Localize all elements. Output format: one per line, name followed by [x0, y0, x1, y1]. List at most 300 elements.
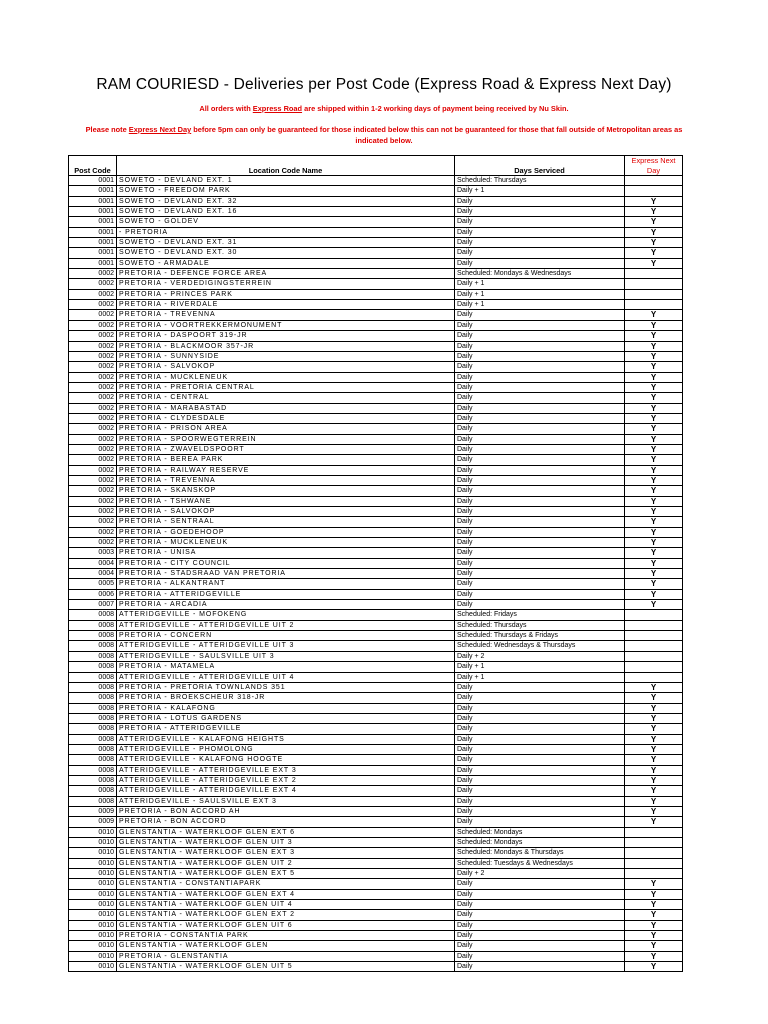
post-code-cell: 0008 [69, 672, 117, 682]
days-serviced-cell: Daily [455, 682, 625, 692]
express-next-day-cell: Y [625, 382, 683, 392]
table-row [69, 620, 683, 630]
post-code-cell: 0008 [69, 775, 117, 785]
express-next-day-cell: Y [625, 527, 683, 537]
post-code-cell: 0008 [69, 713, 117, 723]
express-next-day-cell [625, 858, 683, 868]
days-serviced-cell: Daily [455, 517, 625, 527]
express-next-day-cell: Y [625, 507, 683, 517]
location-cell: PRETORIA - SPOORWEGTERREIN [117, 434, 455, 444]
express-next-day-cell: Y [625, 548, 683, 558]
days-serviced-cell: Daily [455, 920, 625, 930]
express-next-day-cell: Y [625, 217, 683, 227]
days-serviced-cell: Daily [455, 465, 625, 475]
location-cell: SOWETO - FREEDOM PARK [117, 186, 455, 196]
express-next-day-cell: Y [625, 248, 683, 258]
post-code-cell: 0002 [69, 393, 117, 403]
header-location-code-name: Location Code Name [117, 156, 455, 176]
express-next-day-cell [625, 641, 683, 651]
post-code-cell: 0008 [69, 796, 117, 806]
days-serviced-cell: Daily + 2 [455, 869, 625, 879]
post-code-cell: 0008 [69, 641, 117, 651]
post-code-cell: 0008 [69, 724, 117, 734]
post-code-cell: 0010 [69, 941, 117, 951]
post-code-cell: 0002 [69, 372, 117, 382]
table-row [69, 672, 683, 682]
days-serviced-cell: Daily [455, 900, 625, 910]
express-next-day-cell: Y [625, 941, 683, 951]
location-cell: GLENSTANTIA - WATERKLOOF GLEN EXT 5 [117, 869, 455, 879]
days-serviced-cell: Daily [455, 496, 625, 506]
table-row [69, 227, 683, 237]
days-serviced-cell: Daily [455, 765, 625, 775]
table-row [69, 382, 683, 392]
post-code-cell: 0001 [69, 207, 117, 217]
days-serviced-cell: Daily [455, 558, 625, 568]
table-row [69, 724, 683, 734]
table-header-row [69, 156, 683, 176]
post-code-cell: 0008 [69, 620, 117, 630]
table-row [69, 186, 683, 196]
express-next-day-cell: Y [625, 920, 683, 930]
location-cell: PRETORIA - GLENSTANTIA [117, 951, 455, 961]
post-code-cell: 0010 [69, 900, 117, 910]
table-row [69, 413, 683, 423]
post-code-table [68, 155, 683, 972]
table-row [69, 951, 683, 961]
days-serviced-cell: Daily [455, 569, 625, 579]
table-row [69, 869, 683, 879]
express-next-day-cell [625, 869, 683, 879]
table-row [69, 703, 683, 713]
days-serviced-cell: Daily [455, 351, 625, 361]
header-post-code: Post Code [69, 156, 117, 176]
post-code-cell: 0009 [69, 817, 117, 827]
express-next-day-cell: Y [625, 444, 683, 454]
days-serviced-cell: Daily + 1 [455, 279, 625, 289]
location-cell: PRETORIA - UNISA [117, 548, 455, 558]
post-code-cell: 0002 [69, 538, 117, 548]
express-next-day-cell: Y [625, 320, 683, 330]
table-row [69, 662, 683, 672]
table-row [69, 196, 683, 206]
days-serviced-cell: Daily + 1 [455, 672, 625, 682]
days-serviced-cell: Daily [455, 796, 625, 806]
table-row [69, 920, 683, 930]
location-cell: ATTERIDGEVILLE - SAULSVILLE UIT 3 [117, 651, 455, 661]
table-row [69, 258, 683, 268]
note-text: Please note [85, 125, 129, 134]
table-row [69, 682, 683, 692]
express-next-day-cell [625, 279, 683, 289]
days-serviced-cell: Daily + 1 [455, 300, 625, 310]
express-next-day-cell: Y [625, 900, 683, 910]
days-serviced-cell: Daily [455, 227, 625, 237]
express-next-day-cell: Y [625, 351, 683, 361]
post-code-cell: 0001 [69, 176, 117, 186]
post-code-cell: 0010 [69, 827, 117, 837]
location-cell: ATTERIDGEVILLE - MOFOKENG [117, 610, 455, 620]
post-code-cell: 0002 [69, 351, 117, 361]
post-code-cell: 0001 [69, 248, 117, 258]
location-cell: PRETORIA - ALKANTRANT [117, 579, 455, 589]
table-row [69, 310, 683, 320]
table-row [69, 962, 683, 972]
express-next-day-cell: Y [625, 196, 683, 206]
express-next-day-cell: Y [625, 569, 683, 579]
express-next-day-cell: Y [625, 486, 683, 496]
location-cell: PRETORIA - VOORTREKKERMONUMENT [117, 320, 455, 330]
express-next-day-cell [625, 631, 683, 641]
post-code-cell: 0008 [69, 755, 117, 765]
post-code-cell: 0008 [69, 610, 117, 620]
post-code-cell: 0002 [69, 424, 117, 434]
days-serviced-cell: Daily [455, 362, 625, 372]
table-row [69, 507, 683, 517]
note-text: All orders with [199, 104, 253, 113]
days-serviced-cell: Scheduled: Mondays & Wednesdays [455, 269, 625, 279]
location-cell: ATTERIDGEVILLE - KALAFONG HOOGTE [117, 755, 455, 765]
express-next-day-cell [625, 610, 683, 620]
days-serviced-cell: Daily + 1 [455, 289, 625, 299]
days-serviced-cell: Daily [455, 889, 625, 899]
express-next-day-cell: Y [625, 806, 683, 816]
table-row [69, 610, 683, 620]
post-code-cell: 0008 [69, 662, 117, 672]
days-serviced-cell: Daily [455, 341, 625, 351]
table-row [69, 486, 683, 496]
header-days-serviced: Days Serviced [455, 156, 625, 176]
table-row [69, 931, 683, 941]
location-cell: SOWETO - DEVLAND EXT. 32 [117, 196, 455, 206]
location-cell: GLENSTANTIA - WATERKLOOF GLEN EXT 6 [117, 827, 455, 837]
express-next-day-cell [625, 289, 683, 299]
post-code-cell: 0008 [69, 786, 117, 796]
location-cell: PRETORIA - DEFENCE FORCE AREA [117, 269, 455, 279]
location-cell: GLENSTANTIA - WATERKLOOF GLEN EXT 4 [117, 889, 455, 899]
table-row [69, 444, 683, 454]
express-road-note [0, 104, 768, 115]
table-row [69, 827, 683, 837]
location-cell: PRETORIA - CENTRAL [117, 393, 455, 403]
days-serviced-cell: Daily [455, 724, 625, 734]
location-cell: PRETORIA - MATAMELA [117, 662, 455, 672]
express-next-day-cell: Y [625, 910, 683, 920]
table-row [69, 755, 683, 765]
table-row [69, 858, 683, 868]
post-code-cell: 0002 [69, 507, 117, 517]
location-cell: GLENSTANTIA - WATERKLOOF GLEN UIT 5 [117, 962, 455, 972]
table-row [69, 848, 683, 858]
post-code-cell: 0007 [69, 600, 117, 610]
table-row [69, 579, 683, 589]
express-next-day-cell [625, 662, 683, 672]
express-next-day-cell: Y [625, 713, 683, 723]
location-cell: GLENSTANTIA - WATERKLOOF GLEN EXT 2 [117, 910, 455, 920]
days-serviced-cell: Daily [455, 589, 625, 599]
location-cell: GLENSTANTIA - WATERKLOOF GLEN UIT 4 [117, 900, 455, 910]
express-next-day-cell: Y [625, 455, 683, 465]
days-serviced-cell: Daily [455, 196, 625, 206]
table-row [69, 465, 683, 475]
express-next-day-cell [625, 300, 683, 310]
post-code-cell: 0002 [69, 465, 117, 475]
post-code-cell: 0002 [69, 413, 117, 423]
days-serviced-cell: Daily [455, 475, 625, 485]
days-serviced-cell: Daily [455, 393, 625, 403]
table-row [69, 248, 683, 258]
location-cell: PRETORIA - CONCERN [117, 631, 455, 641]
location-cell: PRETORIA - BEREA PARK [117, 455, 455, 465]
express-next-day-cell: Y [625, 817, 683, 827]
table-row [69, 806, 683, 816]
express-next-day-cell: Y [625, 310, 683, 320]
post-code-cell: 0010 [69, 951, 117, 961]
days-serviced-cell: Scheduled: Wednesdays & Thursdays [455, 641, 625, 651]
express-next-day-cell: Y [625, 517, 683, 527]
post-code-cell: 0002 [69, 434, 117, 444]
post-code-cell: 0005 [69, 579, 117, 589]
days-serviced-cell: Daily [455, 444, 625, 454]
express-next-day-cell: Y [625, 331, 683, 341]
location-cell: SOWETO - DEVLAND EXT. 30 [117, 248, 455, 258]
express-next-day-cell: Y [625, 931, 683, 941]
days-serviced-cell: Daily [455, 207, 625, 217]
location-cell: SOWETO - GOLDEV [117, 217, 455, 227]
table-row [69, 393, 683, 403]
days-serviced-cell: Daily [455, 703, 625, 713]
days-serviced-cell: Daily [455, 962, 625, 972]
table-row [69, 558, 683, 568]
express-next-day-cell [625, 269, 683, 279]
days-serviced-cell: Daily [455, 951, 625, 961]
days-serviced-cell: Daily [455, 320, 625, 330]
table-row [69, 289, 683, 299]
post-code-cell: 0009 [69, 806, 117, 816]
post-code-cell: 0008 [69, 744, 117, 754]
days-serviced-cell: Daily [455, 382, 625, 392]
days-serviced-cell: Scheduled: Fridays [455, 610, 625, 620]
post-code-cell: 0010 [69, 920, 117, 930]
days-serviced-cell: Daily [455, 548, 625, 558]
post-code-cell: 0002 [69, 331, 117, 341]
table-row [69, 351, 683, 361]
location-cell: PRETORIA - BON ACCORD AH [117, 806, 455, 816]
post-code-cell: 0001 [69, 258, 117, 268]
express-next-day-cell: Y [625, 962, 683, 972]
table-row [69, 775, 683, 785]
express-next-day-cell: Y [625, 475, 683, 485]
days-serviced-cell: Daily [455, 941, 625, 951]
days-serviced-cell: Daily [455, 238, 625, 248]
express-next-day-cell: Y [625, 403, 683, 413]
days-serviced-cell: Daily + 1 [455, 662, 625, 672]
express-next-day-cell: Y [625, 796, 683, 806]
post-code-cell: 0002 [69, 496, 117, 506]
post-code-cell: 0010 [69, 931, 117, 941]
days-serviced-cell: Daily [455, 817, 625, 827]
location-cell: PRETORIA - MARABASTAD [117, 403, 455, 413]
days-serviced-cell: Daily [455, 331, 625, 341]
express-next-day-cell: Y [625, 775, 683, 785]
location-cell: PRETORIA - SKANSKOP [117, 486, 455, 496]
express-next-day-cell: Y [625, 682, 683, 692]
express-next-day-cell [625, 672, 683, 682]
location-cell: PRETORIA - TREVENNA [117, 310, 455, 320]
location-cell: PRETORIA - TSHWANE [117, 496, 455, 506]
express-next-day-cell: Y [625, 538, 683, 548]
location-cell: ATTERIDGEVILLE - ATTERIDGEVILLE UIT 2 [117, 620, 455, 630]
express-next-day-cell: Y [625, 372, 683, 382]
table-row [69, 548, 683, 558]
location-cell: PRETORIA - DASPOORT 319-JR [117, 331, 455, 341]
express-next-day-cell: Y [625, 362, 683, 372]
days-serviced-cell: Daily [455, 600, 625, 610]
express-next-day-cell: Y [625, 589, 683, 599]
location-cell: ATTERIDGEVILLE - KALAFONG HEIGHTS [117, 734, 455, 744]
table-row [69, 796, 683, 806]
location-cell: PRETORIA - CONSTANTIA PARK [117, 931, 455, 941]
post-code-cell: 0001 [69, 186, 117, 196]
location-cell: - PRETORIA [117, 227, 455, 237]
location-cell: PRETORIA - ZWAVELDSPOORT [117, 444, 455, 454]
document-title: RAM COURIESD - Deliveries per Post Code (Express Road & Express Next Day) [96, 76, 672, 93]
table-row [69, 300, 683, 310]
location-cell: PRETORIA - KALAFONG [117, 703, 455, 713]
days-serviced-cell: Scheduled: Thursdays [455, 620, 625, 630]
express-next-day-cell: Y [625, 734, 683, 744]
table-body [69, 176, 683, 972]
post-code-cell: 0002 [69, 517, 117, 527]
location-cell: GLENSTANTIA - WATERKLOOF GLEN UIT 6 [117, 920, 455, 930]
post-code-cell: 0008 [69, 682, 117, 692]
post-code-cell: 0002 [69, 455, 117, 465]
express-next-day-cell: Y [625, 496, 683, 506]
express-next-day-cell: Y [625, 703, 683, 713]
days-serviced-cell: Scheduled: Thursdays & Fridays [455, 631, 625, 641]
location-cell: SOWETO - DEVLAND EXT. 31 [117, 238, 455, 248]
days-serviced-cell: Daily [455, 403, 625, 413]
table-row [69, 786, 683, 796]
post-code-cell: 0004 [69, 558, 117, 568]
table-row [69, 475, 683, 485]
table-row [69, 713, 683, 723]
express-next-day-cell: Y [625, 724, 683, 734]
location-cell: PRETORIA - CITY COUNCIL [117, 558, 455, 568]
location-cell: PRETORIA - ATTERIDGEVILLE [117, 589, 455, 599]
post-code-cell: 0010 [69, 858, 117, 868]
table-row [69, 538, 683, 548]
post-code-cell: 0001 [69, 196, 117, 206]
days-serviced-cell: Daily [455, 258, 625, 268]
days-serviced-cell: Daily [455, 879, 625, 889]
table-row [69, 589, 683, 599]
days-serviced-cell: Scheduled: Tuesdays & Wednesdays [455, 858, 625, 868]
post-code-cell: 0008 [69, 693, 117, 703]
express-next-day-cell: Y [625, 465, 683, 475]
location-cell: PRETORIA - SUNNYSIDE [117, 351, 455, 361]
post-code-cell: 0010 [69, 848, 117, 858]
express-next-day-note [80, 125, 688, 146]
table-row [69, 217, 683, 227]
table-row [69, 527, 683, 537]
location-cell: ATTERIDGEVILLE - ATTERIDGEVILLE EXT 4 [117, 786, 455, 796]
days-serviced-cell: Daily [455, 744, 625, 754]
post-code-cell: 0010 [69, 879, 117, 889]
table-row [69, 734, 683, 744]
days-serviced-cell: Daily [455, 931, 625, 941]
post-code-cell: 0008 [69, 734, 117, 744]
post-code-cell: 0008 [69, 765, 117, 775]
table-row [69, 900, 683, 910]
table-row [69, 403, 683, 413]
express-road-link: Express Road [252, 104, 303, 113]
days-serviced-cell: Daily [455, 217, 625, 227]
location-cell: SOWETO - DEVLAND EXT. 16 [117, 207, 455, 217]
express-next-day-cell: Y [625, 693, 683, 703]
location-cell: PRETORIA - ARCADIA [117, 600, 455, 610]
days-serviced-cell: Daily [455, 713, 625, 723]
location-cell: PRETORIA - ATTERIDGEVILLE [117, 724, 455, 734]
express-next-day-cell: Y [625, 889, 683, 899]
post-code-cell: 0002 [69, 403, 117, 413]
location-cell: PRETORIA - GOEDEHOOP [117, 527, 455, 537]
table-row [69, 331, 683, 341]
days-serviced-cell: Daily [455, 486, 625, 496]
table-row [69, 879, 683, 889]
table-row [69, 279, 683, 289]
location-cell: PRETORIA - RIVERDALE [117, 300, 455, 310]
note-text: are shipped within 1-2 working days of payment being received by Nu Skin. [302, 104, 569, 113]
table-row [69, 600, 683, 610]
post-code-cell: 0010 [69, 962, 117, 972]
post-code-cell: 0002 [69, 341, 117, 351]
table-row [69, 941, 683, 951]
days-serviced-cell: Scheduled: Mondays [455, 827, 625, 837]
post-code-cell: 0008 [69, 631, 117, 641]
days-serviced-cell: Daily + 2 [455, 651, 625, 661]
post-code-cell: 0010 [69, 889, 117, 899]
table-row [69, 238, 683, 248]
days-serviced-cell: Daily [455, 693, 625, 703]
post-code-cell: 0002 [69, 300, 117, 310]
express-next-day-cell: Y [625, 600, 683, 610]
express-next-day-cell: Y [625, 434, 683, 444]
table-row [69, 817, 683, 827]
days-serviced-cell: Daily [455, 734, 625, 744]
post-code-cell: 0002 [69, 279, 117, 289]
days-serviced-cell: Daily [455, 755, 625, 765]
express-next-day-cell: Y [625, 579, 683, 589]
post-code-cell: 0008 [69, 651, 117, 661]
express-next-day-cell [625, 651, 683, 661]
location-cell: PRETORIA - BLACKMOOR 357-JR [117, 341, 455, 351]
days-serviced-cell: Daily [455, 579, 625, 589]
express-next-day-cell [625, 848, 683, 858]
post-code-cell: 0002 [69, 310, 117, 320]
express-next-day-cell: Y [625, 951, 683, 961]
table-row [69, 631, 683, 641]
location-cell: PRETORIA - SENTRAAL [117, 517, 455, 527]
post-code-cell: 0010 [69, 838, 117, 848]
table-row [69, 372, 683, 382]
post-code-cell: 0002 [69, 362, 117, 372]
table-row [69, 362, 683, 372]
location-cell: ATTERIDGEVILLE - ATTERIDGEVILLE EXT 2 [117, 775, 455, 785]
days-serviced-cell: Daily [455, 806, 625, 816]
days-serviced-cell: Daily [455, 527, 625, 537]
days-serviced-cell: Daily [455, 775, 625, 785]
